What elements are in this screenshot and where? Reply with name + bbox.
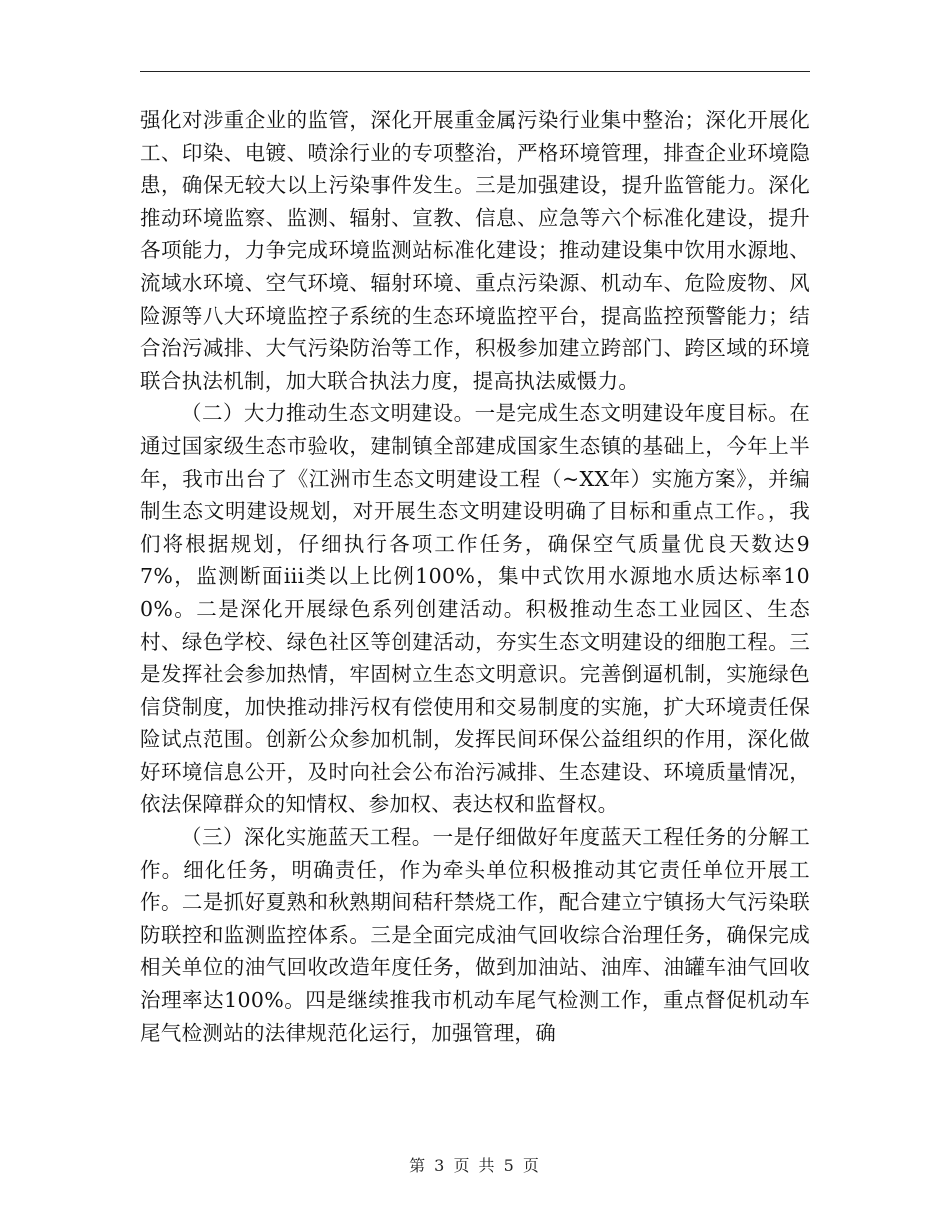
document-body	[140, 104, 810, 1049]
paragraph-1: 强化对涉重企业的监管，深化开展重金属污染行业集中整治；深化开展化工、印染、电镀、喷涂行业的专项整治，严格环境管理，排查企业环境隐患，确保无较大以上污染事件发生。三是加强建设，提升监管能力。深化推动环境监察、监测、辐射、宣教、信息、应急等六个标准化建设，提升各项能力，力争完成环境监测站标准化建设；推动建设集中饮用水源地、流域水环境、空气环境、辐射环境、重点污染源、机动车、危险废物、风险源等八大环境监控子系统的生态环境监控平台，提高监控预警能力；结合治污减排、大气污染防治等工作，积极参加建立跨部门、跨区域的环境联合执法机制，加大联合执法力度，提高执法威慑力。	[140, 108, 810, 393]
paragraph-2: （二）大力推动生态文明建设。一是完成生态文明建设年度目标。在通过国家级生态市验收，建制镇全部建成国家生态镇的基础上，今年上半年，我市出台了《江洲市生态文明建设工程（~XX年）实施方案》，并编制生态文明建设规划，对开展生态文明建设明确了目标和重点工作。，我们将根据规划，仔细执行各项工作任务，确保空气质量优良天数达97%，监测断面iii类以上比例100%，集中式饮用水源地水质达标率100%。二是深化开展绿色系列创建活动。积极推动生态工业园区、生态村、绿色学校、绿色社区等创建活动，夯实生态文明建设的细胞工程。三是发挥社会参加热情，牢固树立生态文明意识。完善倒逼机制，实施绿色信贷制度，加快推动排污权有偿使用和交易制度的实施，扩大环境责任保险试点范围。创新公众参加机制，发挥民间环保公益组织的作用，深化做好环境信息公开，及时向社会公布治污减排、生态建设、环境质量情况，依法保障群众的知情权、参加权、表达权和监督权。	[140, 401, 810, 817]
header-rule	[140, 71, 810, 72]
page-number: 第 3 页 共 5 页	[409, 1156, 541, 1175]
paragraph-3: （三）深化实施蓝天工程。一是仔细做好年度蓝天工程任务的分解工作。细化任务，明确责任，作为牵头单位积极推动其它责任单位开展工作。二是抓好夏熟和秋熟期间秸秆禁烧工作，配合建立宁镇扬大气污染联防联控和监测监控体系。三是全面完成油气回收综合治理任务，确保完成相关单位的油气回收改造年度任务，做到加油站、油库、油罐车油气回收治理率达100%。四是继续推我市机动车尾气检测工作，重点督促机动车尾气检测站的法律规范化运行，加强管理，确	[140, 825, 810, 1045]
